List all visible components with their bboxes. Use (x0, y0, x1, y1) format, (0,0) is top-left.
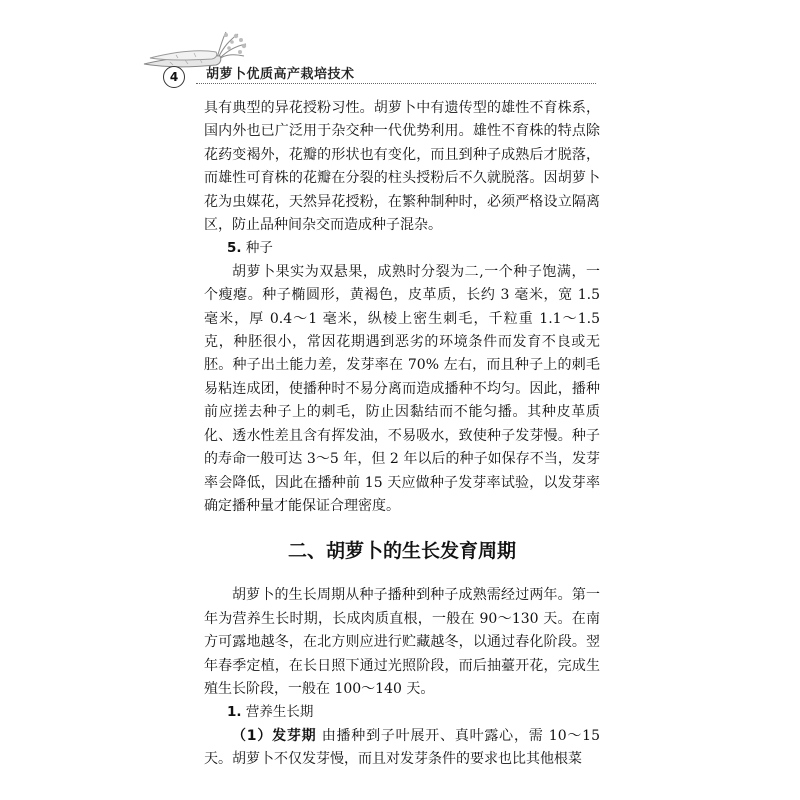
subheading-seeds (204, 237, 600, 260)
subheading-number: 1. (227, 704, 242, 721)
paragraph: 胡萝卜的生长周期从种子播种到种子成熟需经过两年。第一年为营养生长时期，长成肉质直根，一般在 90～130 天。在南方可露地越冬，在北方则应进行贮藏越冬，以通过春化阶段。翌年春季定植，在长日照下通过光照阶段，而后抽薹开花，完成生殖生长阶段，一般在 100～140 天。 (204, 587, 600, 697)
subheading-text: 营养生长期 (245, 704, 314, 721)
page-body (204, 97, 600, 772)
subheading-vegetative-stage (204, 701, 600, 724)
running-header (140, 28, 610, 98)
subheading-number: 5. (227, 240, 242, 257)
page-number: 4 (163, 66, 185, 88)
book-title: 胡萝卜优质高产栽培技术 (206, 67, 355, 82)
section-title: 二、胡萝卜的生长发育周期 (287, 540, 516, 563)
paragraph (204, 725, 600, 772)
header-divider (196, 83, 596, 84)
paragraph-text: 由播种到子叶展开、真叶露心，需 10～15 天。胡萝卜不仅发芽慢，而且对发芽条件的要求也比其他根菜 (204, 727, 600, 768)
paragraph: 胡萝卜果实为双悬果，成熟时分裂为二,一个种子饱满，一个瘦瘪。种子椭圆形，黄褐色，皮革质，长约 3 毫米，宽 1.5 毫米，厚 0.4～1 毫米，纵棱上密生刺毛，千粒重 1.1～1.5 克，种胚很小，常因花期遇到恶劣的环境条件而发育不良或无胚。种子出土能力差，发芽率在 70% 左右，而且种子上的刺毛易粘连成团，使播种时不易分离而造成播种不均匀。因此，播种前应搓去种子上的刺毛，防止因黏结而不能匀播。其种皮革质化、透水性差且含有挥发油，不易吸水，致使种子发芽慢。种子的寿命一般可达 3～5 年，但 2 年以后的种子如保存不当，发芽率会降低，因此在播种前 15 天应做种子发芽率试验，以发芽率确定播种量才能保证合理密度。 (204, 263, 600, 514)
subheading-text: 种子 (245, 240, 273, 257)
paragraph: 具有典型的异花授粉习性。胡萝卜中有遗传型的雄性不育株系，国内外也已广泛用于杂交种一代优势利用。雄性不育株的特点除花药变褐外，花瓣的形状也有变化，而且到种子成熟后才脱落，而雄性可育株的花瓣在分裂的柱头授粉后不久就脱落。因胡萝卜花为虫媒花，天然异花授粉，在繁种制种时，必须严格设立隔离区，防止品种间杂交而造成种子混杂。 (204, 100, 600, 234)
inline-label: （1）发芽期 (232, 727, 317, 744)
